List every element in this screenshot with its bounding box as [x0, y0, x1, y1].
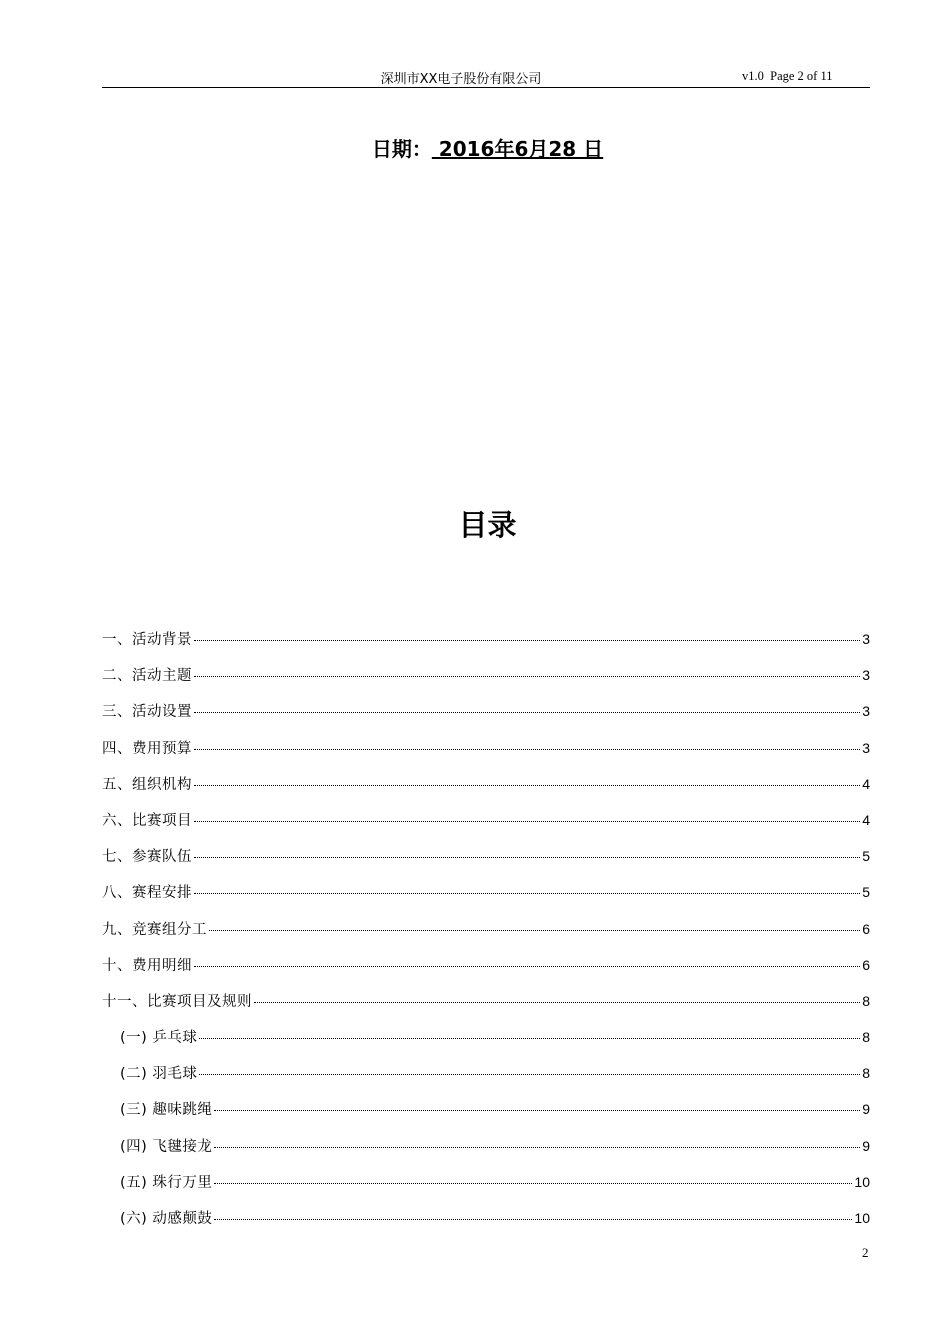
toc-entry[interactable]	[102, 990, 870, 1026]
toc-dot-leader	[194, 893, 860, 894]
table-of-contents	[102, 628, 870, 1243]
page-number: 2	[862, 1245, 869, 1260]
toc-entry-page: 4	[862, 811, 870, 828]
toc-entry-page: 8	[862, 1065, 870, 1082]
toc-subentry[interactable]	[102, 1062, 870, 1098]
toc-dot-leader	[214, 1147, 860, 1148]
toc-dot-leader	[199, 1074, 860, 1075]
toc-entry-label: 三、活动设置	[102, 704, 192, 721]
toc-entry-label: 四、费用预算	[102, 740, 192, 757]
toc-entry-label: 一、活动背景	[102, 632, 192, 648]
toc-dot-leader	[194, 966, 860, 967]
toc-entry-page: 4	[862, 775, 870, 792]
toc-subentry[interactable]	[102, 1171, 870, 1207]
toc-entry[interactable]	[102, 809, 870, 845]
toc-entry-page: 10	[854, 1173, 870, 1190]
toc-entry-label: 九、竞赛组分工	[102, 921, 207, 938]
toc-subentry[interactable]	[102, 1026, 870, 1062]
toc-entry-page: 6	[862, 956, 870, 973]
toc-dot-leader	[214, 1219, 852, 1220]
toc-entry-page: 10	[854, 1210, 870, 1226]
toc-dot-leader	[199, 1038, 860, 1039]
toc-entry-page: 9	[862, 1101, 870, 1118]
toc-entry-label: (三) 趣味跳绳	[120, 1102, 213, 1119]
toc-dot-leader	[194, 640, 860, 641]
toc-entry[interactable]	[102, 881, 870, 917]
toc-entry-label: (四) 飞毽接龙	[120, 1138, 213, 1155]
toc-subentry[interactable]	[102, 1098, 870, 1134]
toc-entry-label: 十、费用明细	[102, 957, 192, 974]
toc-entry[interactable]	[102, 664, 870, 700]
toc-entry-label: 六、比赛项目	[102, 812, 192, 829]
toc-entry[interactable]	[102, 954, 870, 990]
toc-dot-leader	[194, 676, 860, 677]
header-company-name: 深圳市XX电子股份有限公司	[380, 72, 542, 87]
toc-dot-leader	[194, 749, 860, 750]
toc-title: 目录	[458, 508, 517, 542]
toc-entry-page: 5	[862, 884, 870, 901]
date-line	[0, 133, 950, 162]
toc-entry[interactable]	[102, 700, 870, 736]
toc-entry-label: 七、参赛队伍	[102, 849, 192, 866]
toc-entry-label: 十一、比赛项目及规则	[102, 993, 252, 1010]
toc-dot-leader	[194, 785, 860, 786]
toc-entry-label: 八、赛程安排	[102, 885, 192, 902]
toc-entry-label: 二、活动主题	[102, 668, 192, 685]
toc-entry-page: 9	[862, 1137, 870, 1154]
toc-entry-label: (五) 珠行万里	[120, 1174, 213, 1191]
toc-entry[interactable]	[102, 737, 870, 773]
toc-dot-leader	[194, 821, 860, 822]
toc-entry-page: 3	[862, 703, 870, 720]
date-label: 日期：	[371, 137, 432, 161]
toc-dot-leader	[209, 930, 860, 931]
toc-entry-label: 五、组织机构	[102, 776, 192, 793]
toc-dot-leader	[254, 1002, 860, 1003]
toc-entry-label: (六) 动感颠鼓	[120, 1211, 213, 1227]
toc-entry-page: 3	[862, 739, 870, 756]
toc-subentry[interactable]	[102, 1207, 870, 1243]
toc-entry-page: 6	[862, 920, 870, 937]
toc-entry-page: 5	[862, 848, 870, 865]
toc-entry-page: 3	[862, 667, 870, 684]
toc-entry-page: 8	[862, 1029, 870, 1046]
toc-entry-page: 3	[862, 631, 870, 647]
toc-dot-leader	[194, 857, 860, 858]
toc-entry[interactable]	[102, 918, 870, 954]
toc-dot-leader	[214, 1110, 860, 1111]
toc-entry-label: (一) 乒乓球	[120, 1030, 198, 1047]
toc-entry-page: 8	[862, 992, 870, 1009]
toc-entry[interactable]	[102, 773, 870, 809]
toc-dot-leader	[214, 1183, 852, 1184]
toc-entry[interactable]	[102, 845, 870, 881]
page-header	[102, 66, 870, 88]
toc-subentry[interactable]	[102, 1135, 870, 1171]
toc-dot-leader	[194, 712, 860, 713]
toc-entry[interactable]	[102, 628, 870, 664]
date-value: 2016年6月28 日	[431, 137, 604, 161]
toc-entry-label: (二) 羽毛球	[120, 1066, 198, 1083]
header-version-page: v1.0 Page 2 of 11	[742, 69, 833, 83]
